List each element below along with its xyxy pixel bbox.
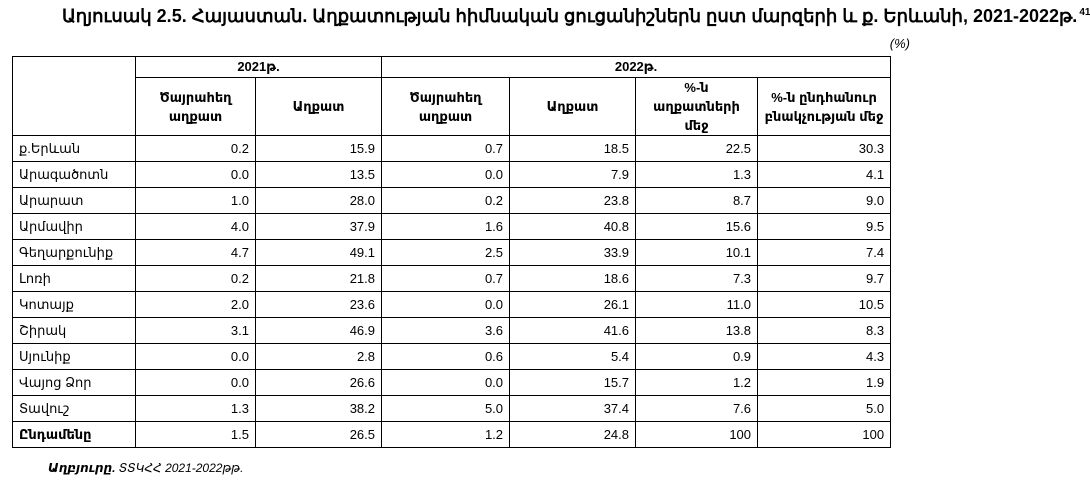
value-cell: 28.0 xyxy=(256,188,382,214)
region-label: Ընդամենը xyxy=(13,422,136,448)
value-cell: 10.1 xyxy=(636,240,758,266)
value-cell: 7.6 xyxy=(636,396,758,422)
value-cell: 26.1 xyxy=(510,292,636,318)
value-cell: 4.3 xyxy=(758,344,891,370)
value-cell: 0.0 xyxy=(136,162,256,188)
value-cell: 9.5 xyxy=(758,214,891,240)
year-header-row xyxy=(13,57,891,78)
value-cell: 21.8 xyxy=(256,266,382,292)
value-cell: 0.0 xyxy=(382,162,510,188)
value-cell: 4.7 xyxy=(136,240,256,266)
value-cell: 5.0 xyxy=(382,396,510,422)
source-note xyxy=(48,461,244,475)
value-cell: 8.3 xyxy=(758,318,891,344)
value-cell: 24.8 xyxy=(510,422,636,448)
table-row xyxy=(13,318,891,344)
value-cell: 1.6 xyxy=(382,214,510,240)
value-cell: 13.8 xyxy=(636,318,758,344)
value-cell: 0.0 xyxy=(382,370,510,396)
value-cell: 26.6 xyxy=(256,370,382,396)
value-cell: 0.0 xyxy=(382,292,510,318)
value-cell: 40.8 xyxy=(510,214,636,240)
share-of-poor-header: %-ն աղքատների մեջ xyxy=(636,78,758,136)
value-cell: 5.4 xyxy=(510,344,636,370)
value-cell: 49.1 xyxy=(256,240,382,266)
year-2021-header: 2021թ. xyxy=(136,57,382,78)
value-cell: 3.6 xyxy=(382,318,510,344)
value-cell: 18.5 xyxy=(510,136,636,162)
region-label: Արարատ xyxy=(13,188,136,214)
value-cell: 1.5 xyxy=(136,422,256,448)
poor-2021-header: Աղքատ xyxy=(256,78,382,136)
value-cell: 15.6 xyxy=(636,214,758,240)
value-cell: 2.5 xyxy=(382,240,510,266)
value-cell: 7.3 xyxy=(636,266,758,292)
table-row xyxy=(13,162,891,188)
value-cell: 3.1 xyxy=(136,318,256,344)
table-title xyxy=(62,6,1090,32)
corner-cell xyxy=(13,57,136,136)
value-cell: 38.2 xyxy=(256,396,382,422)
region-label: Արմավիր xyxy=(13,214,136,240)
region-label: Գեղարքունիք xyxy=(13,240,136,266)
value-cell: 33.9 xyxy=(510,240,636,266)
value-cell: 1.2 xyxy=(636,370,758,396)
source-text: ՏՏԿՀՀ 2021-2022թթ. xyxy=(118,461,244,475)
region-label: Լոռի xyxy=(13,266,136,292)
table-row xyxy=(13,266,891,292)
poor-2022-header: Աղքատ xyxy=(510,78,636,136)
extreme-poor-2022-header: Ծայրահեղ աղքատ xyxy=(382,78,510,136)
region-label: Կոտայք xyxy=(13,292,136,318)
table-row xyxy=(13,136,891,162)
table-row xyxy=(13,240,891,266)
total-row xyxy=(13,422,891,448)
table-row xyxy=(13,396,891,422)
value-cell: 100 xyxy=(636,422,758,448)
value-cell: 1.0 xyxy=(136,188,256,214)
value-cell: 37.9 xyxy=(256,214,382,240)
region-label: Շիրակ xyxy=(13,318,136,344)
value-cell: 1.2 xyxy=(382,422,510,448)
value-cell: 0.7 xyxy=(382,266,510,292)
value-cell: 9.0 xyxy=(758,188,891,214)
value-cell: 26.5 xyxy=(256,422,382,448)
table-row xyxy=(13,214,891,240)
value-cell: 46.9 xyxy=(256,318,382,344)
value-cell: 2.0 xyxy=(136,292,256,318)
value-cell: 9.7 xyxy=(758,266,891,292)
value-cell: 100 xyxy=(758,422,891,448)
unit-label: (%) xyxy=(889,36,910,51)
value-cell: 11.0 xyxy=(636,292,758,318)
value-cell: 5.0 xyxy=(758,396,891,422)
value-cell: 37.4 xyxy=(510,396,636,422)
value-cell: 23.8 xyxy=(510,188,636,214)
value-cell: 0.2 xyxy=(382,188,510,214)
value-cell: 1.3 xyxy=(136,396,256,422)
value-cell: 7.9 xyxy=(510,162,636,188)
value-cell: 10.5 xyxy=(758,292,891,318)
value-cell: 0.2 xyxy=(136,136,256,162)
value-cell: 4.1 xyxy=(758,162,891,188)
value-cell: 0.6 xyxy=(382,344,510,370)
table-row xyxy=(13,344,891,370)
footnote-mark: 41 xyxy=(1079,7,1090,18)
source-label: Աղբյուրը. xyxy=(48,461,116,475)
value-cell: 8.7 xyxy=(636,188,758,214)
value-cell: 0.9 xyxy=(636,344,758,370)
table-row xyxy=(13,188,891,214)
table-row xyxy=(13,370,891,396)
value-cell: 2.8 xyxy=(256,344,382,370)
region-label: ք.Երևան xyxy=(13,136,136,162)
value-cell: 0.2 xyxy=(136,266,256,292)
region-label: Տավուշ xyxy=(13,396,136,422)
table-row xyxy=(13,292,891,318)
value-cell: 13.5 xyxy=(256,162,382,188)
value-cell: 15.9 xyxy=(256,136,382,162)
value-cell: 41.6 xyxy=(510,318,636,344)
table-body xyxy=(13,136,891,448)
value-cell: 0.0 xyxy=(136,370,256,396)
extreme-poor-2021-header: Ծայրահեղ աղքատ xyxy=(136,78,256,136)
poverty-table xyxy=(12,56,891,448)
share-of-population-header: %-ն ընդհանուր բնակչության մեջ xyxy=(758,78,891,136)
value-cell: 18.6 xyxy=(510,266,636,292)
sub-header-row xyxy=(13,78,891,136)
value-cell: 15.7 xyxy=(510,370,636,396)
value-cell: 1.3 xyxy=(636,162,758,188)
region-label: Սյունիք xyxy=(13,344,136,370)
region-label: Արագածոտն xyxy=(13,162,136,188)
year-2022-header: 2022թ. xyxy=(382,57,891,78)
value-cell: 0.7 xyxy=(382,136,510,162)
value-cell: 7.4 xyxy=(758,240,891,266)
value-cell: 0.0 xyxy=(136,344,256,370)
region-label: Վայոց Ձոր xyxy=(13,370,136,396)
value-cell: 1.9 xyxy=(758,370,891,396)
value-cell: 23.6 xyxy=(256,292,382,318)
value-cell: 30.3 xyxy=(758,136,891,162)
value-cell: 22.5 xyxy=(636,136,758,162)
table-title-text: Աղյուսակ 2.5. Հայաստան. Աղքատության հիմնական ցուցանիշներն ըստ մարզերի և ք. Երևանի, 2021-2022թ. xyxy=(62,6,1078,26)
value-cell: 4.0 xyxy=(136,214,256,240)
